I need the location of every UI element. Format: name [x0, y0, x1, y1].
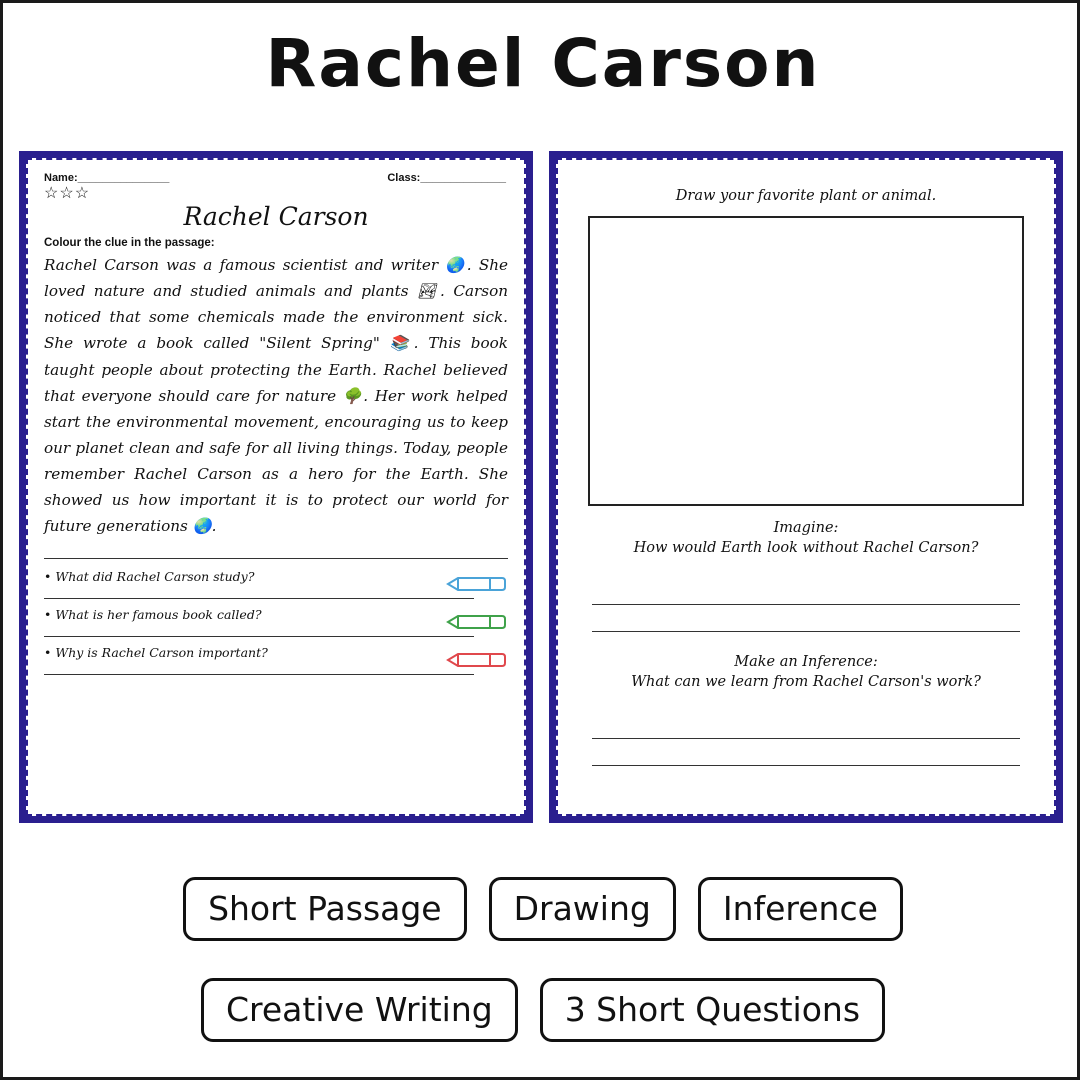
answer-line[interactable] — [44, 673, 474, 675]
class-field-label: Class:______________ — [387, 172, 506, 184]
worksheet-heading: Rachel Carson — [183, 202, 369, 231]
inference-question: What can we learn from Rachel Carson's work? — [631, 674, 981, 690]
draw-prompt: Draw your favorite plant or animal. — [675, 188, 937, 204]
question-text: • What is her famous book called? — [44, 606, 262, 622]
answer-line[interactable] — [592, 578, 1020, 605]
feature-pill-creative-writing: Creative Writing — [201, 978, 518, 1042]
name-field-label: Name:_______________ — [44, 172, 170, 184]
question-block-3 — [44, 645, 508, 675]
question-text: • Why is Rachel Carson important? — [44, 644, 268, 660]
answer-line[interactable] — [592, 605, 1020, 632]
question-block-1 — [44, 569, 508, 599]
rating-stars: ☆☆☆ — [44, 185, 91, 202]
student-meta-row — [40, 170, 512, 184]
answer-line[interactable] — [44, 597, 474, 599]
feature-pill-inference: Inference — [698, 877, 903, 941]
worksheet-instruction: Colour the clue in the passage: — [44, 237, 215, 249]
feature-pill-short-questions: 3 Short Questions — [540, 978, 885, 1042]
feature-pill-drawing: Drawing — [489, 877, 676, 941]
worksheet-right-inner — [556, 158, 1056, 816]
worksheet-right — [549, 151, 1063, 823]
question-block-2 — [44, 607, 508, 637]
answer-line[interactable] — [592, 712, 1020, 739]
reading-passage: Rachel Carson was a famous scientist and writer 🌏. She loved nature and studied animals and plants 🏞. Carson noticed that some chemicals made the environment sick. She wrote a book called "Silent Spring" 📚. This book taught people about protecting the Earth. Rachel believed that everyone should care for nature 🌳. Her work helped start the environmental movement, encouraging us to keep our planet clean and safe for all living things. Today, people remember Rachel Carson as a hero for the Earth. She showed us how important it is to protect our world for future generations 🌏. — [44, 256, 508, 536]
page-title: Rachel Carson — [265, 25, 821, 102]
worksheet-left — [19, 151, 533, 823]
feature-pill-row-1 — [3, 877, 1080, 941]
inference-block — [570, 654, 1042, 766]
inference-label: Make an Inference: — [734, 654, 878, 670]
feature-pill-short-passage: Short Passage — [183, 877, 467, 941]
imagine-label: Imagine: — [773, 520, 839, 536]
crayon-icon — [446, 575, 506, 593]
inference-answer-lines — [592, 712, 1020, 766]
section-divider — [44, 558, 508, 559]
imagine-question: How would Earth look without Rachel Carson? — [633, 540, 979, 556]
feature-pill-row-2 — [3, 978, 1080, 1042]
answer-line[interactable] — [592, 739, 1020, 766]
imagine-answer-lines — [592, 578, 1020, 632]
crayon-icon — [446, 613, 506, 631]
worksheet-left-inner — [26, 158, 526, 816]
drawing-area[interactable] — [588, 216, 1024, 506]
answer-line[interactable] — [44, 635, 474, 637]
question-text: • What did Rachel Carson study? — [44, 568, 255, 584]
crayon-icon — [446, 651, 506, 669]
